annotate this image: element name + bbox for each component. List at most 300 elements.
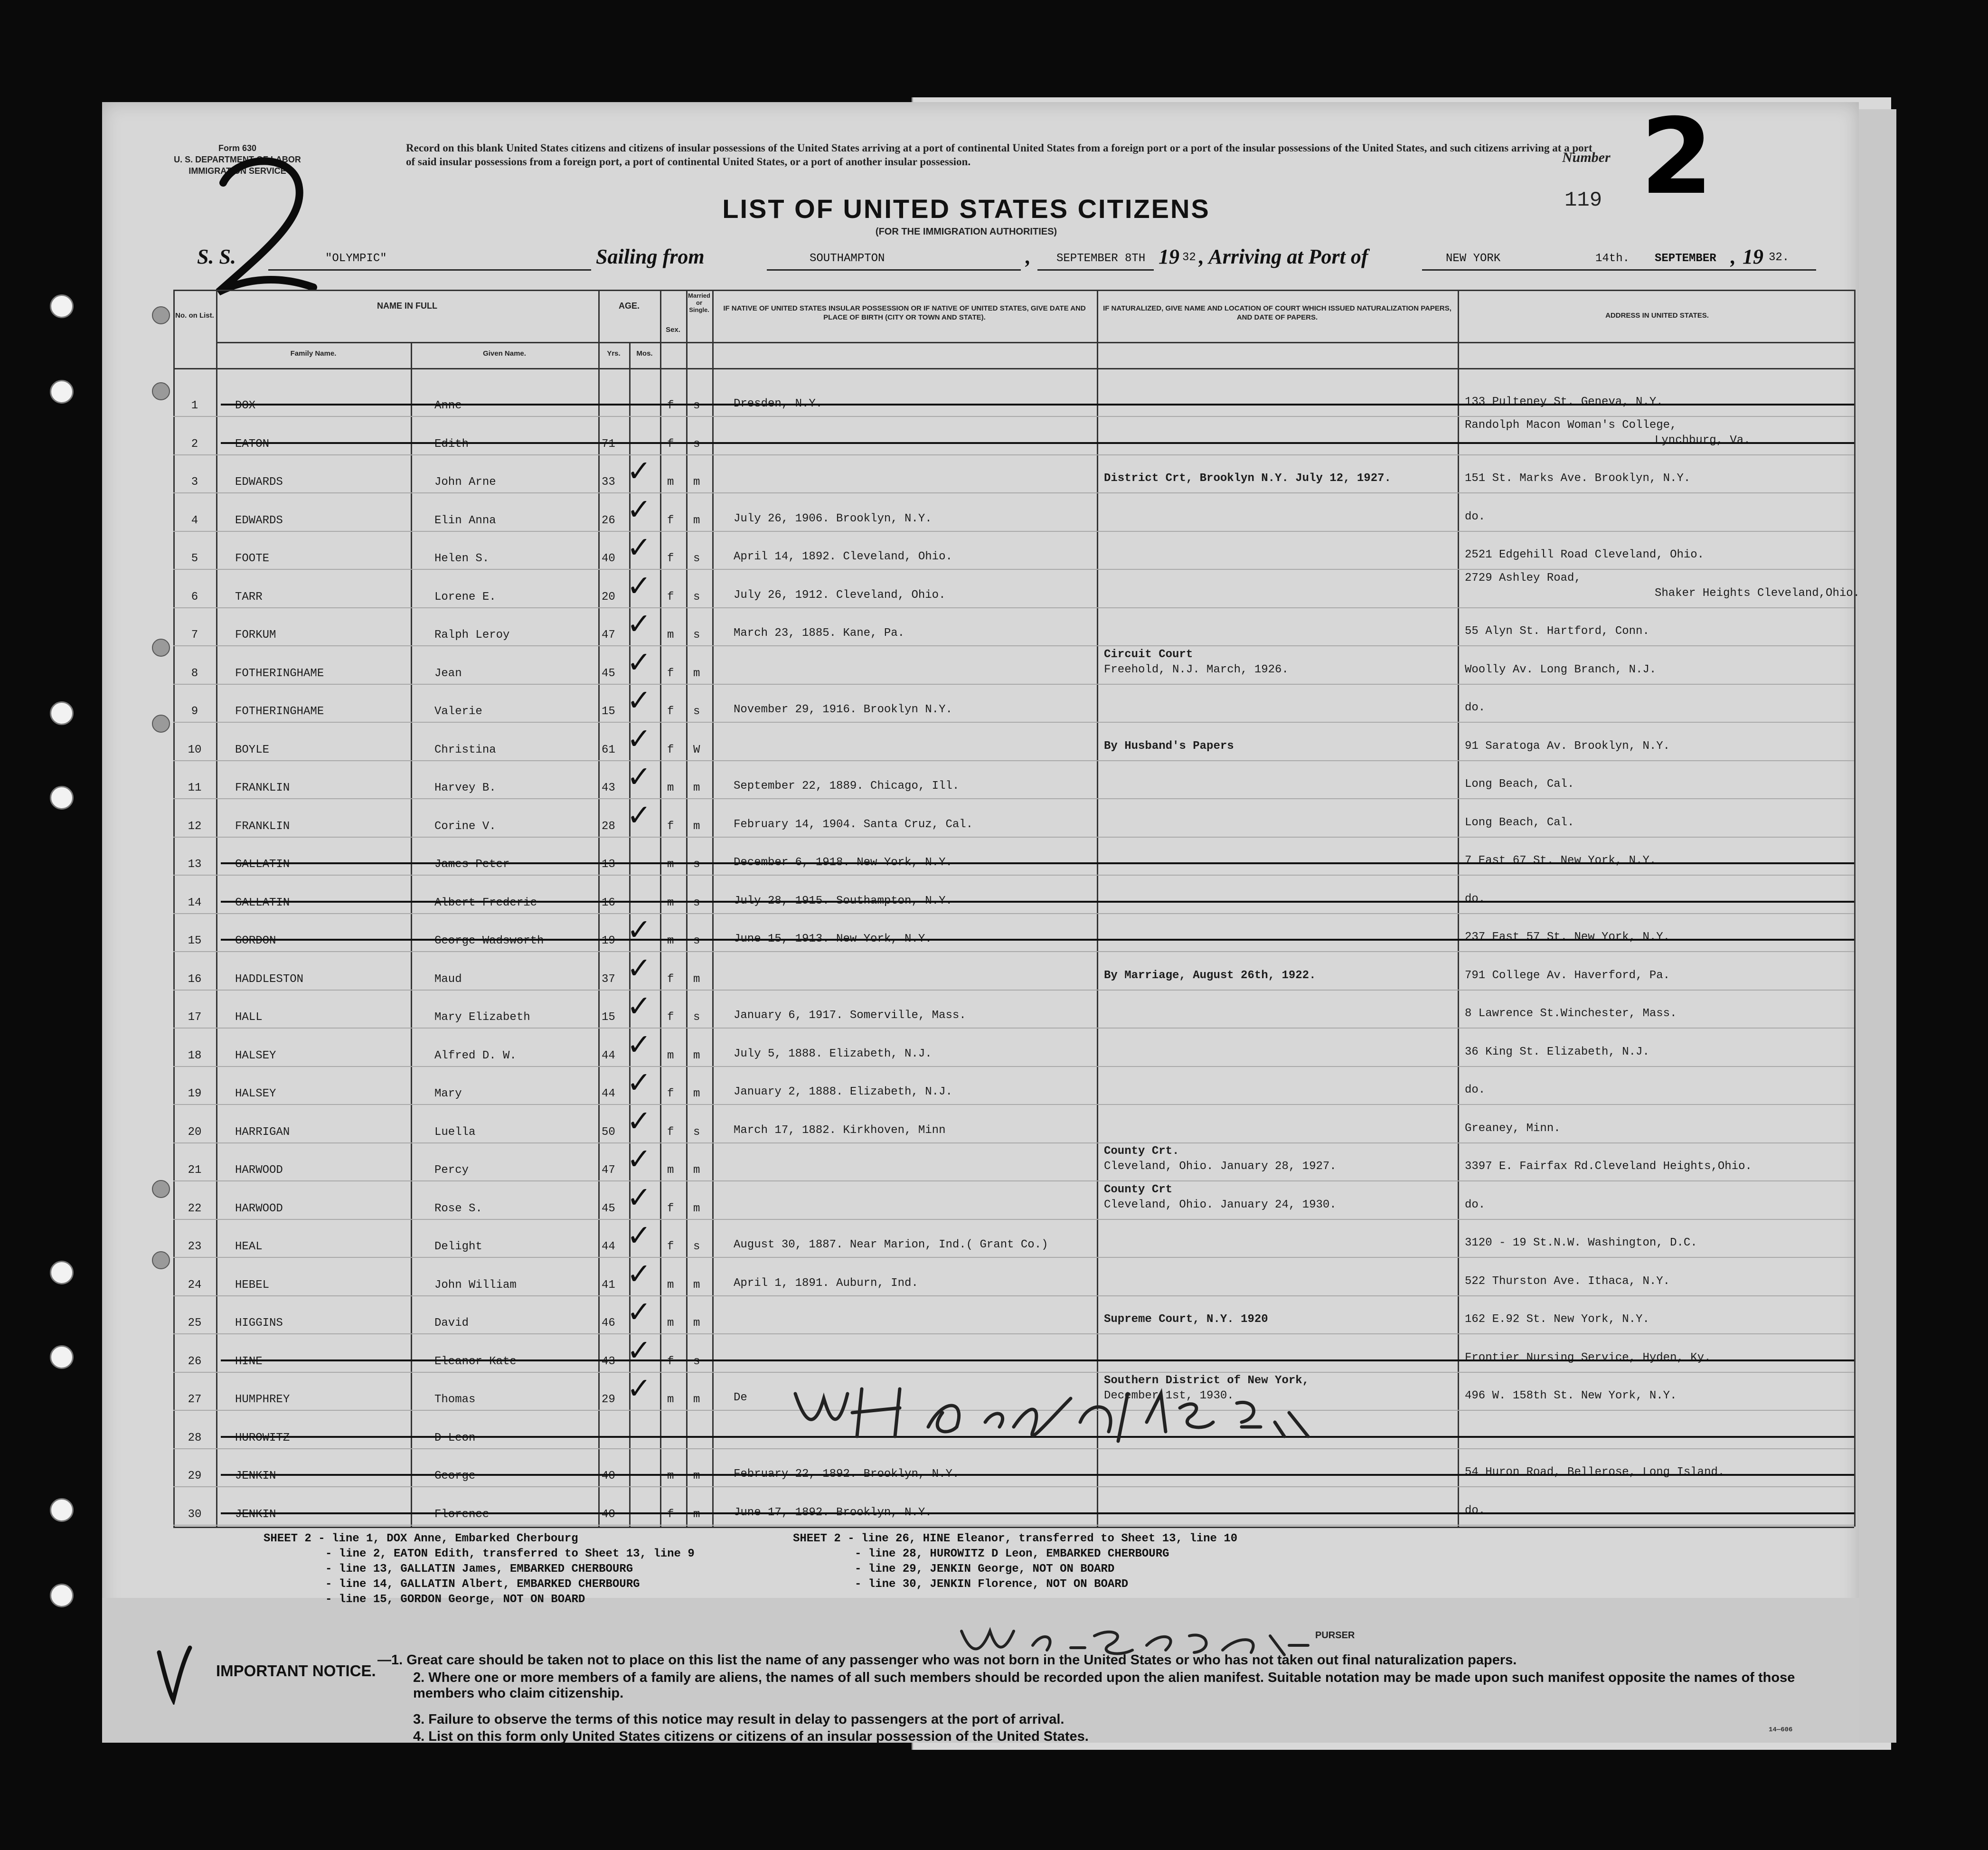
page-title: LIST OF UNITED STATES CITIZENS [722,194,1210,224]
row-rule [173,990,1854,991]
age-years: 16 [602,897,615,909]
family-name: HALL [235,1011,263,1024]
row-rule [173,1486,1854,1487]
header-age: AGE. [618,301,640,311]
check-mark-icon: ✓ [627,912,651,947]
row-number: 12 [188,820,202,833]
row-rule [173,1066,1854,1067]
note-line: - line 28, HUROWITZ D Leon, EMBARKED CHERBOURG [855,1548,1169,1560]
check-mark-icon: ✓ [627,1256,651,1291]
row-rule [173,951,1854,952]
row-rule [173,798,1854,799]
header-months: Mos. [636,349,653,358]
row-number: 26 [188,1355,202,1368]
given-name: Harvey B. [434,782,496,794]
strikethrough-line [221,1359,1854,1361]
departure-date: SEPTEMBER 8TH [1056,252,1146,265]
note-line: - line 13, GALLATIN James, EMBARKED CHERBOURG [325,1563,633,1576]
us-address: do. [1465,1504,1486,1517]
given-name: James Peter [434,858,510,871]
birth-info: July 26, 1906. Brooklyn, N.Y. [734,512,932,525]
family-name: HUMPHREY [235,1393,290,1406]
naturalization-info: County Crt [1104,1183,1173,1196]
sex: f [667,552,674,565]
row-rule [173,1333,1854,1334]
row-rule [173,913,1854,914]
age-years: 29 [602,1393,615,1406]
us-address: 36 King St. Elizabeth, N.J. [1465,1046,1649,1058]
us-address: 522 Thurston Ave. Ithaca, N.Y. [1465,1275,1670,1288]
row-rule [173,837,1854,838]
given-name: Elin Anna [434,514,496,527]
given-name: Mary [434,1087,462,1100]
binder-hole [50,1345,74,1369]
birth-info: March 17, 1882. Kirkhoven, Minn [734,1124,946,1137]
age-years: 37 [602,973,615,986]
row-number: 6 [191,591,198,604]
row-rule [173,1180,1854,1181]
row-number: 23 [188,1240,202,1253]
family-name: HEBEL [235,1279,270,1292]
number-label: Number [1562,150,1611,165]
us-address: 151 St. Marks Ave. Brooklyn, N.Y. [1465,472,1691,485]
marital-status: m [693,1317,700,1330]
check-mark-icon: ✓ [627,798,651,832]
family-name: TARR [235,591,263,604]
marital-status: m [693,667,700,680]
us-address: 791 College Av. Haverford, Pa. [1465,969,1670,982]
note-line: - line 2, EATON Edith, transferred to Sheet 13, line 9 [325,1548,695,1560]
age-years: 40 [602,1508,615,1521]
given-name: Helen S. [434,552,490,565]
note-line: - line 14, GALLATIN Albert, EMBARKED CHERBOURG [325,1578,640,1591]
sex: f [667,514,674,527]
birth-info: June 17, 1892. Brooklyn, N.Y. [734,1506,932,1519]
age-years: 61 [602,744,615,756]
given-name: Christina [434,744,496,756]
age-years: 44 [602,1240,615,1253]
row-number: 15 [188,934,202,947]
us-address: Frontier Nursing Service, Hyden, Ky. [1465,1351,1711,1364]
family-name: HARRIGAN [235,1126,290,1139]
family-name: HARWOOD [235,1164,283,1177]
family-name: FOTHERINGHAME [235,667,324,680]
row-number: 3 [191,476,198,489]
family-name: HALSEY [235,1049,276,1062]
age-years: 40 [602,1470,615,1482]
passenger-table [102,96,1860,1743]
family-name: EATON [235,438,270,451]
check-mark-icon: ✓ [627,989,651,1023]
family-name: GALLATIN [235,897,290,909]
arrival-port: NEW YORK [1446,252,1501,265]
sex: m [667,629,674,642]
row-number: 21 [188,1164,202,1177]
binder-hole [50,701,74,725]
sex: f [667,1508,674,1521]
family-name: GALLATIN [235,858,290,871]
birth-info: January 2, 1888. Elizabeth, N.J. [734,1085,952,1098]
age-years: 44 [602,1049,615,1062]
notice-item-4: 4. List on this form only United States citizens or citizens of an insular possession of the United States. [413,1729,1089,1744]
row-number: 8 [191,667,198,680]
strikethrough-line [221,862,1854,864]
sex: f [667,1126,674,1139]
row-number: 30 [188,1508,202,1521]
family-name: FRANKLIN [235,820,290,833]
family-name: HEAL [235,1240,263,1253]
given-name: John Arne [434,476,496,489]
marital-status: m [693,820,700,833]
row-rule [173,1295,1854,1296]
row-number: 25 [188,1317,202,1330]
marital-status: m [693,514,700,527]
us-address: Long Beach, Cal. [1465,778,1574,791]
binder-hole [50,294,74,318]
age-years: 40 [602,552,615,565]
binder-hole [50,1261,74,1284]
row-number: 2 [191,438,198,451]
birth-info: March 23, 1885. Kane, Pa. [734,627,905,640]
form-department: U. S. DEPARTMENT OF LABOR [174,155,301,164]
check-mark-icon: ✓ [627,1333,651,1368]
inspector-signature [786,1379,1318,1446]
row-number: 29 [188,1470,202,1482]
notes-left [264,1531,695,1607]
row-number: 19 [188,1087,202,1100]
check-mark-icon: ✓ [627,1104,651,1138]
notice-item-2: 2. Where one or more members of a family are aliens, the names of all such members should be recorded upon the alien manifest. Suitable notation may be made upon such manifest opposite the names of those members who claim citizenship. [413,1670,1795,1701]
arrival-day: 14th. [1595,252,1630,265]
row-rule [173,569,1854,570]
sex: f [667,667,674,680]
family-name: BOYLE [235,744,270,756]
marital-status: s [693,705,700,718]
sex: f [667,591,674,604]
sex: f [667,1202,674,1215]
row-number: 28 [188,1432,202,1444]
us-address: 3397 E. Fairfax Rd.Cleveland Heights,Ohio. [1465,1160,1752,1173]
marital-status: s [693,629,700,642]
row-rule [173,416,1854,417]
check-mark-icon: ✓ [627,606,651,641]
sex: m [667,1317,674,1330]
marital-status: m [693,1164,700,1177]
us-address: 91 Saratoga Av. Brooklyn, N.Y. [1465,740,1670,753]
header-address: ADDRESS IN UNITED STATES. [1605,311,1709,320]
naturalization-info: By Husband's Papers [1104,740,1234,753]
marital-status: m [693,1470,700,1482]
notice-title: IMPORTANT NOTICE. [216,1662,376,1680]
us-address: do. [1465,1199,1486,1211]
given-name: Alfred D. W. [434,1049,517,1062]
us-address: do. [1465,510,1486,523]
arrival-year-suffix: 32. [1769,251,1790,264]
note-line: - line 15, GORDON George, NOT ON BOARD [325,1593,585,1606]
row-number: 16 [188,973,202,986]
given-name: Edith [434,438,469,451]
note-line: SHEET 2 - line 1, DOX Anne, Embarked Cherbourg [264,1532,578,1545]
given-name: Ralph Leroy [434,629,510,642]
row-rule [173,607,1854,608]
family-name: HALSEY [235,1087,276,1100]
sailing-line: S. S. "OLYMPIC" Sailing from SOUTHAMPTON , SEPTEMBER 8TH 19 32 , Arriving at Port of NEW YORK 14th. SEPTEMBER , 19 32. [197,245,1821,278]
family-name: EDWARDS [235,476,283,489]
birth-info: June 15, 1913. New York, N.Y. [734,933,932,945]
birth-info: November 29, 1916. Brooklyn N.Y. [734,703,952,716]
us-address: Long Beach, Cal. [1465,816,1574,829]
page-subtitle: (FOR THE IMMIGRATION AUTHORITIES) [875,227,1057,237]
birth-info: January 6, 1917. Somerville, Mass. [734,1009,966,1022]
given-name: George Wadsworth [434,934,544,947]
family-name: HINE [235,1355,263,1368]
row-rule [173,760,1854,761]
check-mark-icon: ✓ [627,683,651,717]
given-name: Corine V. [434,820,496,833]
check-mark-icon: ✓ [627,1371,651,1406]
naturalization-info-detail: Freehold, N.J. March, 1926. [1104,663,1289,676]
row-rule [173,454,1854,455]
year-prefix: 19 [1159,245,1179,268]
check-mark-icon: ✓ [627,568,651,603]
sex: m [667,858,674,871]
row-number: 13 [188,858,202,871]
strikethrough-line [221,1474,1854,1476]
sex: m [667,782,674,794]
sex: m [667,476,674,489]
header-no-on-list: No. on List. [175,311,214,320]
family-name: JENKIN [235,1470,276,1482]
family-name: HARWOOD [235,1202,283,1215]
birth-info: Dresden, N.Y. [734,397,823,410]
check-mark-icon: ✓ [627,951,651,985]
marital-status: s [693,934,700,947]
us-address: 55 Alyn St. Hartford, Conn. [1465,625,1649,638]
naturalization-info: County Crt. [1104,1145,1179,1158]
sex: f [667,705,674,718]
birth-info: April 1, 1891. Auburn, Ind. [734,1277,918,1290]
marital-status: m [693,1087,700,1100]
binder-hole [50,380,74,404]
marital-status: m [693,1202,700,1215]
us-address: 133 Pulteney St. Geneva, N.Y. [1465,396,1663,408]
check-mark-icon: ✓ [627,1027,651,1062]
sex: f [667,1087,674,1100]
row-rule [173,531,1854,532]
row-number: 4 [191,514,198,527]
age-years: 20 [602,591,615,604]
sex: m [667,1470,674,1482]
check-mark-icon: ✓ [627,645,651,680]
age-years: 50 [602,1126,615,1139]
given-name: John William [434,1279,517,1292]
strikethrough-line [221,939,1854,941]
age-years: 43 [602,1355,615,1368]
marital-status: m [693,1049,700,1062]
given-name: Florence [434,1508,490,1521]
row-rule [173,1104,1854,1105]
family-name: JENKIN [235,1508,276,1521]
row-number: 11 [188,782,202,794]
row-rule [173,645,1854,646]
sex: m [667,1393,674,1406]
strikethrough-line [221,442,1854,444]
given-name: Delight [434,1240,482,1253]
given-name: Luella [434,1126,476,1139]
departure-port: SOUTHAMPTON [810,252,885,265]
age-years: 71 [602,438,615,451]
marital-status: m [693,782,700,794]
sex: m [667,1279,674,1292]
marital-status: s [693,552,700,565]
row-number: 10 [188,744,202,756]
us-address: do. [1465,1084,1486,1096]
binder-hole [50,786,74,810]
marital-status: s [693,858,700,871]
sex: f [667,973,674,986]
us-address: 8 Lawrence St.Winchester, Mass. [1465,1007,1677,1020]
row-number: 1 [191,399,198,412]
given-name: Maud [434,973,462,986]
marital-status: m [693,1393,700,1406]
sex: m [667,1049,674,1062]
sex: f [667,438,674,451]
sex: f [667,1011,674,1024]
us-address: 2521 Edgehill Road Cleveland, Ohio. [1465,548,1705,561]
given-name: Albert Frederic [434,897,537,909]
given-name: Jean [434,667,462,680]
birth-info: July 28, 1915. Southampton, N.Y. [734,895,952,907]
binder-hole [50,1584,74,1607]
check-mark-icon: ✓ [627,759,651,794]
sex: m [667,934,674,947]
marital-status: m [693,476,700,489]
row-rule [173,722,1854,723]
row-number: 24 [188,1279,202,1292]
arrival-year-prefix: 19 [1743,245,1763,268]
marital-status: m [693,1279,700,1292]
check-mark-icon: ✓ [627,1180,651,1215]
birth-info: August 30, 1887. Near Marion, Ind.( Grant Co.) [734,1238,1048,1251]
family-name: FOTHERINGHAME [235,705,324,718]
note-line: SHEET 2 - line 26, HINE Eleanor, transferred to Sheet 13, line 10 [793,1532,1238,1545]
ss-label: S. S. [197,245,236,268]
row-rule [173,1142,1854,1143]
us-address: do. [1465,893,1486,906]
us-address: do. [1465,701,1486,714]
header-family-name: Family Name. [290,349,337,358]
marital-status: m [693,1508,700,1521]
year-suffix: 32 [1182,251,1196,264]
header-given-name: Given Name. [483,349,526,358]
check-mark-icon: ✓ [627,453,651,488]
given-name: George [434,1470,476,1482]
sheet-number: 2 [1640,96,1714,217]
age-years: 19 [602,934,615,947]
family-name: HADDLESTON [235,973,304,986]
row-number: 14 [188,897,202,909]
age-years: 15 [602,1011,615,1024]
row-rule [173,875,1854,876]
marital-status: s [693,1240,700,1253]
ship-name: "OLYMPIC" [325,252,387,265]
notes-right [793,1531,1237,1592]
check-mark-icon: ✓ [627,1218,651,1253]
notice-item-3: 3. Failure to observe the terms of this notice may result in delay to passengers at the port of arrival. [413,1712,1065,1727]
us-address-detail: Shaker Heights Cleveland,Ohio. [1655,587,1860,600]
given-name: Mary Elizabeth [434,1011,530,1024]
check-mark-icon [154,1643,192,1705]
marital-status: m [693,973,700,986]
sex: f [667,820,674,833]
naturalization-info: By Marriage, August 26th, 1922. [1104,969,1316,982]
age-years: 41 [602,1279,615,1292]
sex: f [667,744,674,756]
naturalization-info: District Crt, Brooklyn N.Y. July 12, 1927. [1104,472,1391,485]
row-number: 5 [191,552,198,565]
naturalization-info: Supreme Court, N.Y. 1920 [1104,1313,1268,1326]
row-number: 20 [188,1126,202,1139]
marital-status: s [693,1355,700,1368]
family-name: HIGGINS [235,1317,283,1330]
birth-info: February 14, 1904. Santa Cruz, Cal. [734,818,973,831]
birth-info: September 22, 1889. Chicago, Ill. [734,780,960,793]
age-years: 47 [602,629,615,642]
birth-info: December 6, 1918. New York, N.Y. [734,856,952,869]
us-address: 162 E.92 St. New York, N.Y. [1465,1313,1649,1326]
binder-hole [50,1498,74,1522]
purser-label: PURSER [1315,1630,1355,1641]
row-number: 22 [188,1202,202,1215]
check-mark-icon: ✓ [627,1142,651,1176]
us-address: 2729 Ashley Road, [1465,572,1581,585]
header-naturalized: IF NATURALIZED, GIVE NAME AND LOCATION OF COURT WHICH ISSUED NATURALIZATION PAPERS, AND DATE OF PAPERS. [1103,304,1451,321]
check-mark-icon: ✓ [627,1065,651,1100]
manifest-page [102,96,1860,1744]
sailing-from-label: Sailing from [596,245,705,268]
family-name: EDWARDS [235,514,283,527]
marital-status: s [693,897,700,909]
form-number: Form 630 [218,143,257,153]
marital-status: s [693,591,700,604]
sex: f [667,1355,674,1368]
row-rule [173,1257,1854,1258]
note-line: - line 30, JENKIN Florence, NOT ON BOARD [855,1578,1129,1591]
strikethrough-line [221,1512,1854,1514]
header-married-or-single: Married or Single. [688,292,710,313]
marital-status: s [693,1011,700,1024]
birth-info: February 22, 1892. Brooklyn, N.Y. [734,1468,960,1481]
row-rule [173,684,1854,685]
naturalization-info-detail: December 1st, 1930. [1104,1389,1234,1402]
row-number: 7 [191,629,198,642]
arrival-month: SEPTEMBER [1655,252,1716,265]
given-name: Eleanor Kate [434,1355,517,1368]
family-name: DOX [235,399,256,412]
birth-info: De [734,1391,747,1404]
family-name: FORKUM [235,629,276,642]
row-rule [173,1448,1854,1449]
given-name: Thomas [434,1393,476,1406]
age-years: 44 [602,1087,615,1100]
sex: f [667,1240,674,1253]
sex: f [667,399,674,412]
age-years: 47 [602,1164,615,1177]
header-years: Yrs. [607,349,621,358]
check-mark-icon: ✓ [627,721,651,756]
age-years: 26 [602,514,615,527]
marital-status: s [693,438,700,451]
